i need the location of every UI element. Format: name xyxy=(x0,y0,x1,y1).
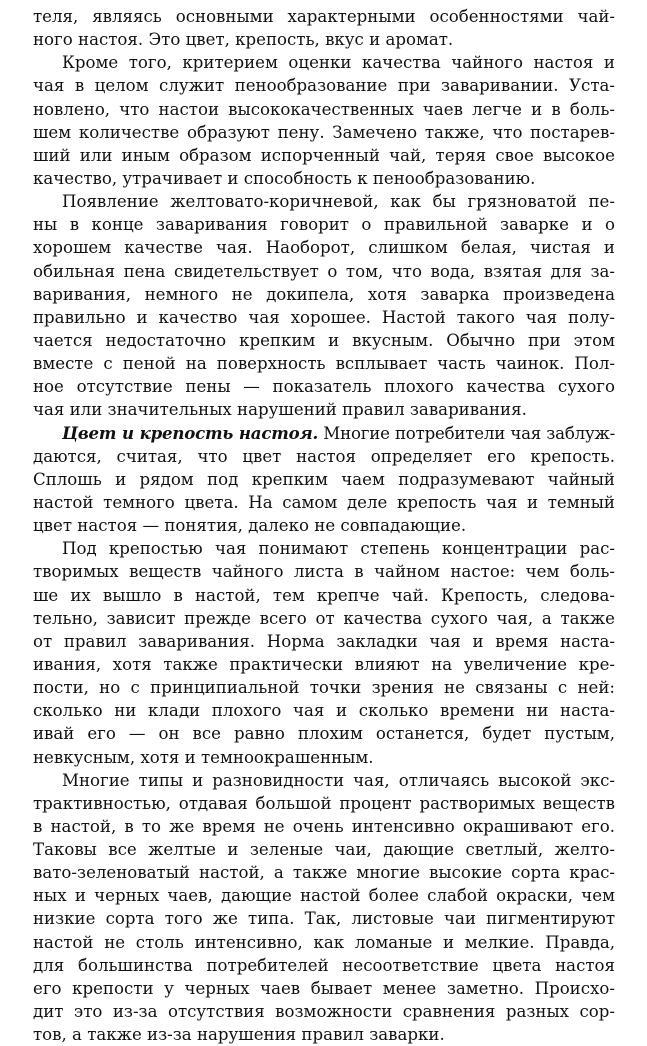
paragraph-tea-types xyxy=(33,769,615,1046)
text-line: трактивностью, отдавая большой процент растворимых веществ xyxy=(33,793,615,813)
text-line: Кроме того, критерием оценки качества чайного настоя и xyxy=(62,53,615,73)
text-line: сколько ни клади плохого чая и сколько времени ни наста- xyxy=(33,701,615,721)
paragraph-color-and-strength xyxy=(33,422,615,538)
text-line: ше их вышло в настой, тем крепче чай. Крепость, следова- xyxy=(33,585,615,605)
text-line: ных и черных чаев, дающие настой более слабой окраски, чем xyxy=(33,886,615,906)
text-line: вато-зеленоватый настой, а также многие высокие сорта крас- xyxy=(33,863,615,883)
text-line: вместе с пеной на поверхность всплывает часть чаинок. Пол- xyxy=(33,354,615,374)
text-line: шем количестве образуют пену. Замечено также, что постарев- xyxy=(33,122,615,142)
text-line: чая в целом служит пенообразование при заваривании. Уста- xyxy=(33,76,615,96)
text-line: даются, считая, что цвет настоя определяет его крепость. xyxy=(33,446,615,466)
text-line: ший или иным образом испорченный чай, теряя свое высокое xyxy=(33,145,615,165)
text-line: варивания, немного не докипела, хотя заварка произведена xyxy=(33,284,615,304)
paragraph-strength-definition xyxy=(33,537,615,768)
text-line: Многие типы и разновидности чая, отличаясь высокой экс- xyxy=(62,770,615,790)
text-line: в настой, в то же время не очень интенсивно окрашивают его. xyxy=(33,816,615,836)
text-line: новлено, что настои высококачественных чаев легче и в боль- xyxy=(33,99,615,119)
text-line: настой темного цвета. На самом деле крепость чая и темный xyxy=(33,492,615,512)
text-line: хорошем качестве чая. Наоборот, слишком белая, чистая и xyxy=(33,238,615,258)
text-line: правильно и качество чая хорошее. Настой такого чая полу- xyxy=(33,307,615,327)
text-line: ивания, хотя также практически влияют на увеличение кре- xyxy=(33,654,615,674)
text-line: качество, утрачивает и способность к пенообразованию. xyxy=(33,168,536,188)
text-line: его крепости у черных чаев бывает менее заметно. Происхо- xyxy=(33,978,615,998)
heading-line-rest: Многие потребители чая заблуж- xyxy=(323,423,615,443)
text-line: ного настоя. Это цвет, крепость, вкус и аромат. xyxy=(33,30,454,50)
text-line: обильная пена свидетельствует о том, что вода, взятая для за- xyxy=(33,261,615,281)
text-line: чая или значительных нарушений правил заваривания. xyxy=(33,400,527,420)
text-line: низкие сорта того же типа. Так, листовые чаи пигментируют xyxy=(33,909,615,929)
text-line: ное отсутствие пены — показатель плохого качества сухого xyxy=(33,377,615,397)
text-line: настой не столь интенсивно, как ломаные и мелкие. Правда, xyxy=(33,932,615,952)
text-line: Под крепостью чая понимают степень концентрации рас- xyxy=(62,539,615,559)
text-line: ны в конце заваривания говорит о правильной заварке и о xyxy=(33,215,615,235)
text-line: пости, но с принципиальной точки зрения не связаны с ней: xyxy=(33,678,615,698)
text-line: Таковы все желтые и зеленые чаи, дающие светлый, желто- xyxy=(33,840,615,860)
text-line: чается недостаточно крепким и вкусным. Обычно при этом xyxy=(33,330,615,350)
text-line: ивай его — он все равно плохим останется, будет пустым, xyxy=(33,724,615,744)
text-line: Появление желтовато-коричневой, как бы грязноватой пе- xyxy=(62,192,615,212)
text-line: дит это из-за отсутствия возможности сравнения разных сор- xyxy=(33,1002,615,1022)
paragraph-foam-color xyxy=(33,190,615,421)
text-line: для большинства потребителей несоответствие цвета настоя xyxy=(33,955,615,975)
text-line: теля, являясь основными характерными особенностями чай- xyxy=(33,7,615,26)
text-line: Сплошь и рядом под крепким чаем подразумевают чайный xyxy=(33,469,615,489)
book-page xyxy=(33,5,615,1046)
text-line: от правил заваривания. Норма закладки чая и время наста- xyxy=(33,631,615,651)
section-heading: Цвет и крепость настоя. xyxy=(62,422,319,443)
text-line xyxy=(33,422,615,445)
text-line: тов, а также из-за нарушения правил заварки. xyxy=(33,1025,445,1045)
text-line: тельно, зависит прежде всего от качества сухого чая, а также xyxy=(33,608,615,628)
text-line: невкусным, хотя и темноокрашенным. xyxy=(33,747,374,767)
paragraph-foam-criterion xyxy=(33,51,615,190)
paragraph-intro-continuation xyxy=(33,5,615,51)
text-line: цвет настоя — понятия, далеко не совпадающие. xyxy=(33,516,467,536)
text-line: творимых веществ чайного листа в чайном настое: чем боль- xyxy=(33,562,615,582)
